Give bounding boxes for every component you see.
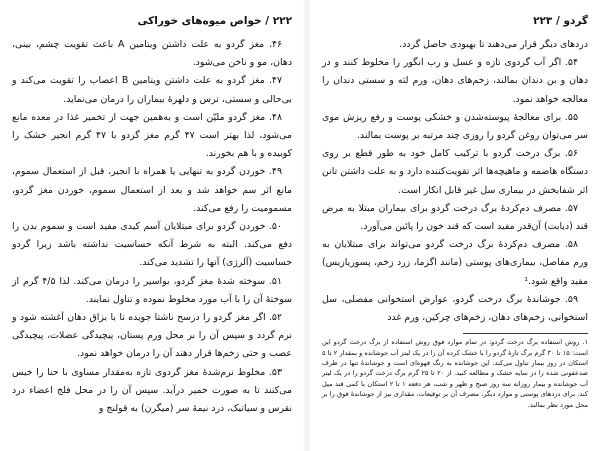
paragraph: ۵۲. اگر مغز گردو را درسح ناشتا جویده تا با بزاق دهان آغشته شود و نرم گردد و سپس آن را بر محل ورم پستان، پیچیدگی عضلات، پیچیدگی عصب و حتی زخم‌ها قرار دهند آن را درمان خواهد نمود. bbox=[12, 312, 292, 360]
paragraph: ۵۸. مصرف دم‌کردهٔ برگ درخت گردو می‌تواند برای مبتلایان به ورم مفاصل، بیماری‌های پوستی (مانند اگزما، زرد زخم، پسوریازیس) مفید واقع شود.¹ bbox=[322, 239, 588, 287]
paragraph: ۵۳. مخلوط نرم‌شدهٔ مغز گردوی تازه به‌مقدار مساوی با حنا را خیس می‌کنند تا به صورت خمیر درآید. سپس آن را در محل فلج اعضاء درد نقرس و سیاتیک، درد نیمهٔ سر (میگرن) ‌به ‌قولنج و bbox=[12, 366, 292, 415]
paragraph: ۵۵. برای معالجهٔ پیوسته‌شدن و خشکی پوست و رفع ریزش موی سر می‌توان روغن گردو را روزی چند مرتبه بر پوست بمالند. bbox=[322, 111, 588, 142]
paragraph: ۵۹. جوشاندهٔ برگ درخت گردو، عوارض استخوانی مفصلی، سل استخوانی، زخم‌های دهان، زخم‌های چرکین، ورم غدد bbox=[322, 293, 588, 324]
paragraph: ۵۷. مصرف دم‌کردهٔ برگ درخت گردو برای بیماران مبتلا به مرض قند (دیابت) آن‌قدر مفید است که قند خون را پائین می‌آورد. bbox=[322, 202, 588, 233]
paragraph: ۵۴. اگر آب گردوی تازه و عسل و رب انگور را مخلوط کنند و در دهان و بن دندان بمالند، زخم‌های دهان، ورم لثه و سستی دندان را معالجه خواهد نمود. bbox=[322, 57, 588, 105]
left-page bbox=[6, 0, 302, 451]
right-page bbox=[312, 0, 596, 451]
paragraph: ۴۹. خوردن گردو به تنهایی یا همراه با انجیر، قبل از استعمال سموم، مانع اثر سم خواهد شد و بعد از استعمال سموم، خوردن مغز گردو، مسمومیت را رفع می‌کند. bbox=[12, 166, 292, 214]
book-gutter bbox=[302, 0, 312, 451]
paragraph: ۵۶. برگ درخت گردو با ترکیب کامل خود به طور قطع بر روی دستگاه هاضمه و ماهیچه‌ها اثر تقویت‌کننده دارد و به علت داشتن تانن اثر شفابخش در بیماری سل غیر قابل انکار است. bbox=[322, 148, 588, 196]
paragraph: ۴۸. مغز گردو ملیّن است و به‌همین جهت از تخمیر غذا در معده مانع می‌شود، لذا بهتر است ۴۷ گرم مغز گردو با ۴۷ گرم انجیر خشک را کوبیده و با هم بخورند. bbox=[12, 111, 292, 160]
page-text bbox=[12, 36, 292, 418]
paragraph: ۵۰. خوردن گردو برای مبتلایان آسم کیدی مفید است و سموم بدن را دفع می‌کند. البته به شرط آنکه حساسیت نداشته باشد زیرا گردو حساسیت (آلرژی) آنها را تشدید می‌کند. bbox=[12, 221, 292, 269]
paragraph: دردهای دیگر قرار می‌دهند تا بهبودی حاصل گردد. bbox=[399, 39, 588, 50]
footnote-divider bbox=[463, 333, 588, 334]
footnote: ۱. روش استفاده برگ درخت گردو: در تمام موارد فوق روش استفاده از برگ درخت گردو این است: ۱۵ تا ۳۰ گرم برگ تازهٔ گردو را با خشک کرده آن را در یک لیتر آب جوشانده و بمقدار ۲ تا ۵ استکان در روز بیمار تناول می‌کند. این جوشانده به رنگ قهوه‌ای است و جوشاندهٔ تنها در ظرف ضدعفونی شده را در سایه خشک و مطالعه کنید. از ۲۰ تا ۲۵ گرم برگ درخت گردو را در یک لیتر آب جوشانده و بیمار روزانه سه روز صبح و ظهر و شب، هر دفعه ۱ تا ۲ استکان با کمی قند میل کند. برای دردهای پوستی و موارد دیگر، مصرف آن بر توقیعات، مقداری نیز از جوشاندهٔ فوق را بر محل مورد نظر بمالند. bbox=[322, 338, 589, 409]
paragraph: ۴۷. مغز گردو به علت داشتن ویتامین B اعصاب را تقویت می‌کند و بی‌حالی و سستی، ترس و دلهرهٔ بیماران را درمان می‌نماید. bbox=[12, 75, 292, 105]
paragraph: ۴۶. مغز گردو به علت داشتن ویتامین A باعث تقویت چشم، بینی، دهان، مو و ناخن می‌شود. bbox=[12, 39, 292, 69]
running-head: گردو / ۲۲۳ bbox=[533, 15, 588, 27]
paragraph: ۵۱. سوخته شدهٔ مغز گردو، بواسیر را درمان می‌کند. لذا ۴/۵ گرم از سوختهٔ آن را با آب مورد مخلوط نموده و تناول نمایند. bbox=[12, 275, 292, 305]
page-text bbox=[322, 36, 588, 327]
running-head: ۲۲۲ / خواص میوه‌های خوراکی bbox=[137, 15, 292, 27]
